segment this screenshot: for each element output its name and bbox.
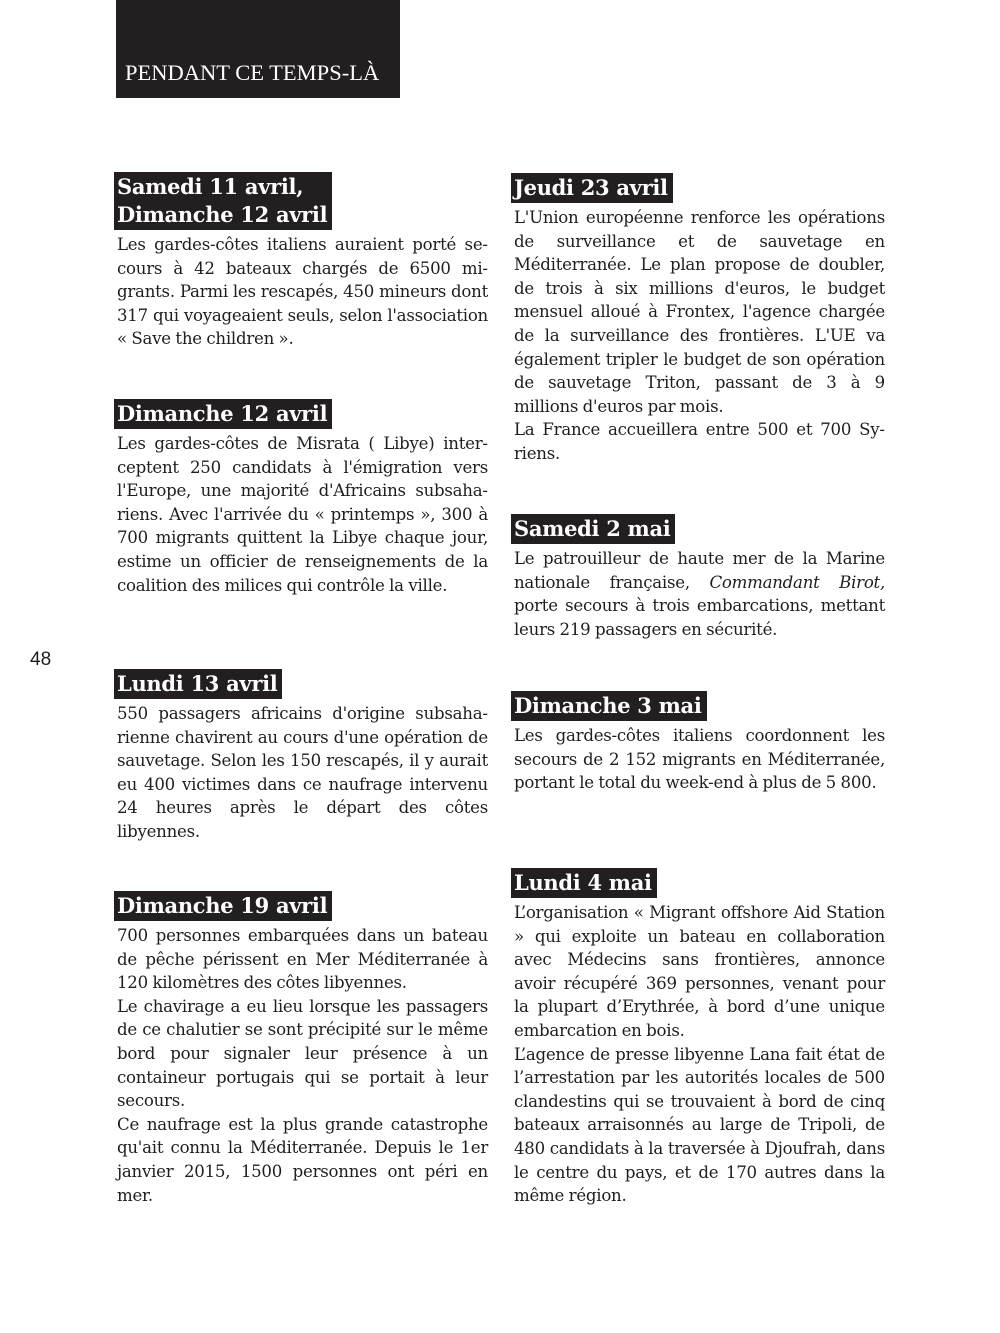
timeline-entry: [511, 868, 885, 1208]
date-label-line: Lundi 4 mai: [514, 870, 652, 895]
paragraph: L'Union européenne renforce les opérations de surveillance et de sauvetage en Méditerranée. Le plan propose de doubler, de trois à six millions d'euros, le budget mensuel alloué à Frontex, l'agence chargée de la surveillance des frontières. L'UE va également tripler le budget de son opération de sauvetage Triton, passant de 3 à 9 millions d'euros par mois.: [514, 208, 885, 416]
date-label: [511, 691, 707, 721]
paragraph: Les gardes-côtes italiens coordonnent les secours de 2 152 migrants en Méditerranée, portant le total du week-end à plus de 5 800.: [514, 726, 885, 793]
entry-text: [514, 547, 885, 641]
paragraph: La France accueillera entre 500 et 700 Syriens.: [514, 420, 885, 463]
date-label: [511, 868, 657, 898]
date-label-line: Dimanche 19 avril: [117, 893, 328, 918]
date-label: [114, 172, 332, 230]
date-label-line: Jeudi 23 avril: [514, 175, 668, 200]
page-number: 48: [30, 649, 52, 670]
paragraph: [514, 547, 885, 641]
paragraph: Le chavirage a eu lieu lorsque les passagers de ce chalutier se sont précipité sur le même bord pour signaler leur présence à un containeur portugais qui se portait à leur secours.: [117, 996, 488, 1111]
paragraph: 700 personnes embarquées dans un bateau de pêche périssent en Mer Méditerranée à 120 kilomètres des côtes libyennes.: [117, 926, 488, 993]
date-label-line: Dimanche 12 avril: [117, 202, 328, 227]
timeline-entry: [114, 399, 488, 597]
paragraph: L’agence de presse libyenne Lana fait état de l’arrestation par les autorités locales de 500 clandestins qui se trouvaient à bord de cinq bateaux arraisonnés au large de Tripoli, de 480 candidats à la traversée à Djoufrah, dans le centre du pays, et de 170 autres dans la même région.: [514, 1044, 885, 1206]
entry-text: [514, 901, 885, 1208]
entry-text: [117, 924, 488, 1207]
section-header: [116, 0, 400, 98]
entry-text: [514, 206, 885, 466]
paragraph: Les gardes-côtes de Misrata ( Libye) interceptent 250 candidats à l'émigration vers l'Europe, une majorité d'Africains subsahariens. Avec l'arrivée du « printemps », 300 à 700 migrants quittent la Libye chaque jour, estime un officier de renseignements de la coalition des milices qui contrôle la ville.: [117, 434, 488, 595]
timeline-entry: [511, 691, 885, 795]
date-label: [511, 514, 675, 544]
timeline-entry: [511, 173, 885, 466]
paragraph: 550 passagers africains d'origine subsaharienne chavirent au cours d'une opération de sauvetage. Selon les 150 rescapés, il y aurait eu 400 victimes dans ce naufrage intervenu 24 heures après le départ des côtes libyennes.: [117, 704, 488, 841]
text-run: porte secours à trois embarcations, mettant leurs 219 passagers en sécurité.: [514, 596, 885, 639]
text-run: Le patrouilleur de haute mer de la Marine nationale française,: [514, 549, 885, 592]
section-title: PENDANT CE TEMPS-LÀ: [125, 60, 380, 85]
date-label-line: Samedi 11 avril,: [117, 174, 304, 199]
date-label-line: Dimanche 12 avril: [117, 401, 328, 426]
timeline-entry: [114, 669, 488, 844]
date-label: [114, 669, 282, 699]
entry-text: [117, 432, 488, 597]
paragraph: Ce naufrage est la plus grande catastrophe qu'ait connu la Méditerranée. Depuis le 1er janvier 2015, 1500 personnes ont péri en mer.: [117, 1114, 488, 1205]
date-label-line: Lundi 13 avril: [117, 671, 278, 696]
timeline-entry: [511, 514, 885, 641]
date-label: [511, 173, 673, 203]
paragraph: Les gardes-côtes italiens auraient porté secours à 42 bateaux chargés de 6500 migrants. Parmi les rescapés, 450 mineurs dont 317 qui voyageaient seuls, selon l'association « Save the children ».: [117, 235, 488, 349]
paragraph: L’organisation « Migrant offshore Aid Station » qui exploite un bateau en collaboration avec Médecins sans frontières, annonce avoir récupéré 369 personnes, venant pour la plupart d’Erythrée, à bord d’une unique embarcation en bois.: [514, 903, 885, 1040]
entry-text: [514, 724, 885, 795]
ship-name: Commandant Birot,: [709, 572, 885, 592]
entry-text: [117, 702, 488, 844]
date-label-line: Dimanche 3 mai: [514, 693, 702, 718]
date-label: [114, 399, 332, 429]
timeline-entry: [114, 891, 488, 1207]
entry-text: [117, 233, 488, 351]
date-label: [114, 891, 332, 921]
date-label-line: Samedi 2 mai: [514, 516, 671, 541]
timeline-entry: [114, 172, 488, 351]
